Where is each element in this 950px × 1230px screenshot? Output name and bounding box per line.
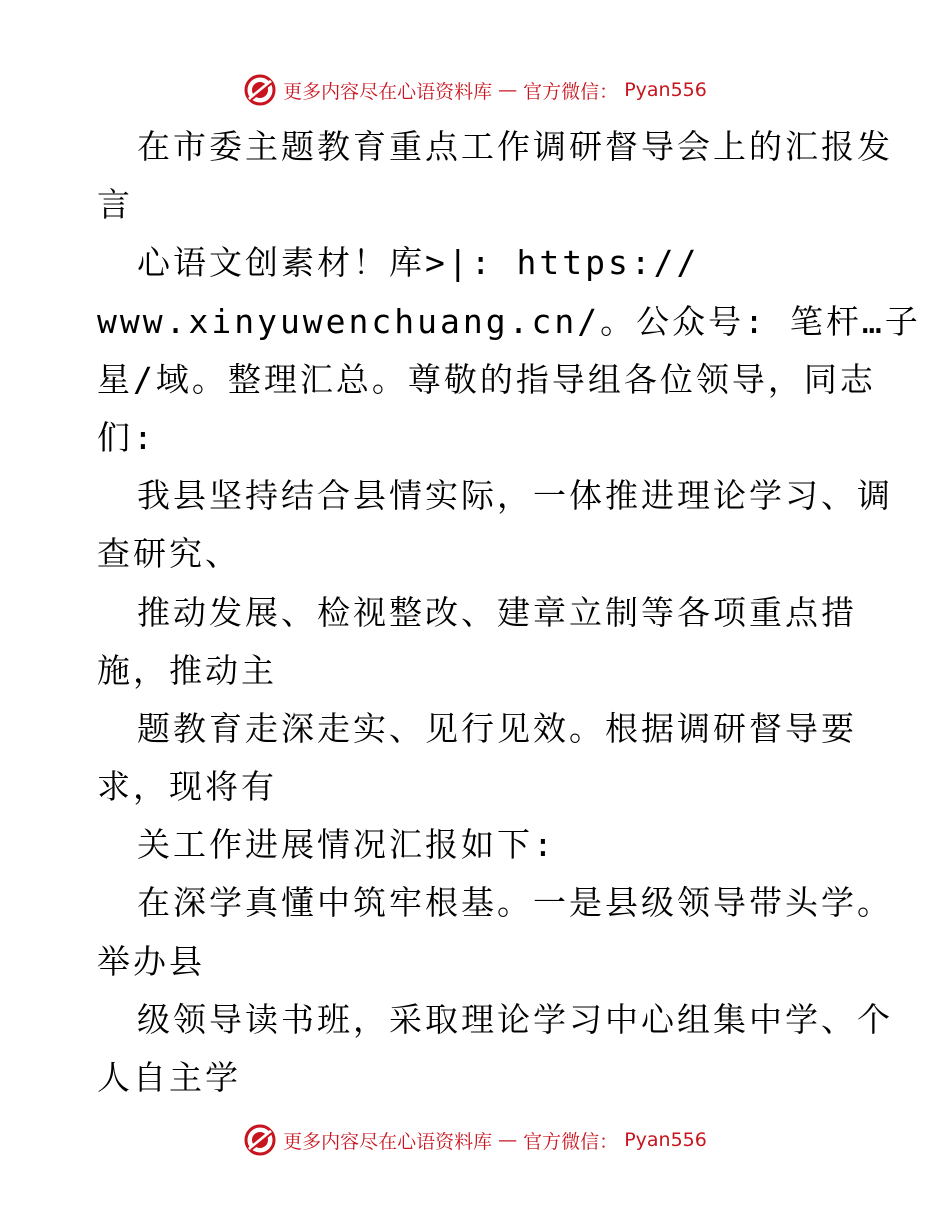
header-banner (0, 70, 950, 110)
banner-separator: — (498, 79, 518, 101)
doc-line-para1-4: 施，推动主 (97, 650, 277, 690)
doc-line-para2-1: 在深学真懂中筑牢根基。一是县级领导带头学。 (137, 883, 893, 923)
doc-line-source-2: www.xinyuwenchuang.cn/。公众号: 笔杆…子 (97, 301, 921, 341)
footer-banner (0, 1120, 950, 1160)
banner-site-text: 更多内容尽在心语资料库 (283, 1130, 493, 1153)
doc-line-para2-4: 人自主学 (97, 1058, 241, 1097)
doc-line-para1-1: 我县坚持结合县情实际，一体推进理论学习、调 (137, 476, 893, 516)
doc-line-para1-7: 关工作进展情况汇报如下: (137, 825, 556, 865)
banner-site-text: 更多内容尽在心语资料库 (283, 80, 493, 103)
doc-line-para2-3: 级领导读书班，采取理论学习中心组集中学、个 (137, 999, 893, 1039)
seal-logo-icon (243, 73, 277, 107)
banner-wechat-label: 官方微信： (523, 1130, 619, 1153)
doc-line-para1-5: 题教育走深走实、见行见效。根据调研督导要 (137, 708, 857, 748)
seal-logo-icon (243, 1123, 277, 1157)
doc-line-title-1: 在市委主题教育重点工作调研督导会上的汇报发 (137, 127, 893, 166)
banner-wechat-id: Pyan556 (624, 79, 707, 101)
doc-line-para1-3: 推动发展、检视整改、建章立制等各项重点措 (137, 592, 857, 632)
doc-line-greeting-1: 星/域。整理汇总。尊敬的指导组各位领导，同志 (97, 359, 876, 399)
document-body (97, 118, 921, 1107)
banner-wechat-id: Pyan556 (624, 1129, 707, 1151)
banner-wechat-label: 官方微信： (523, 80, 619, 103)
doc-line-para1-2: 查研究、 (97, 534, 241, 574)
doc-line-para1-6: 求，现将有 (97, 767, 277, 807)
banner-separator: — (498, 1129, 518, 1151)
doc-line-source-1: 心语文创素材！库>|: https:// (137, 243, 700, 283)
doc-line-greeting-2: 们: (97, 417, 156, 457)
doc-line-title-2: 言 (97, 185, 133, 225)
doc-line-para2-2: 举办县 (97, 941, 205, 981)
